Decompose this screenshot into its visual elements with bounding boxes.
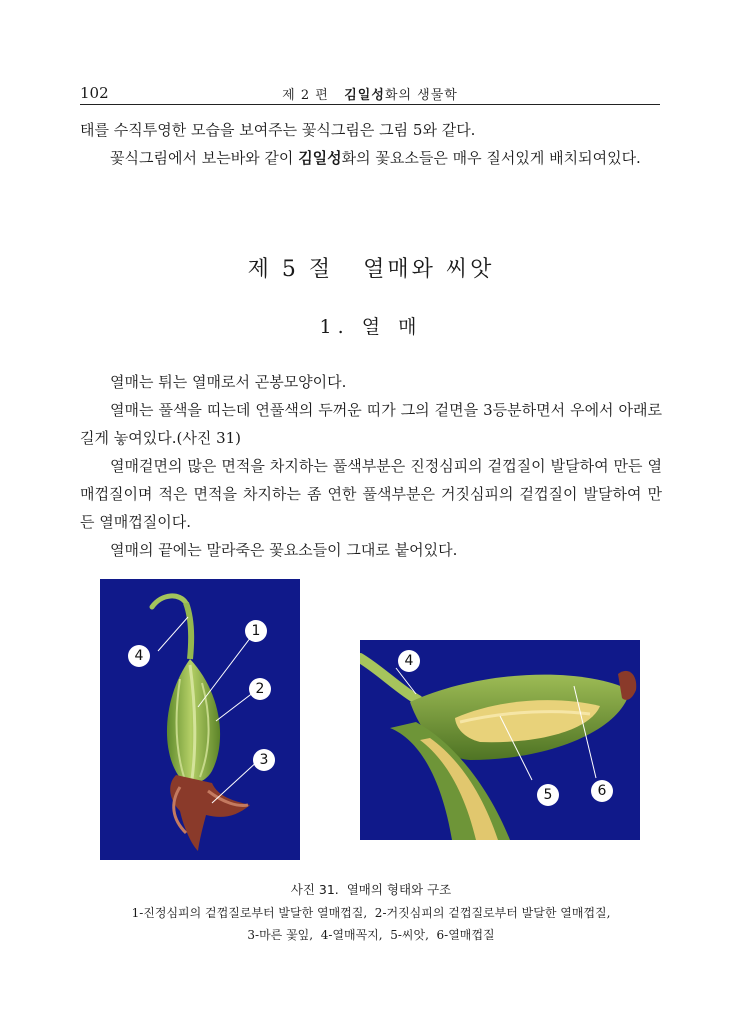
running-head-name: 김일성: [344, 88, 385, 103]
subsection-title: 1. 열 매: [319, 316, 423, 338]
paragraph-2: 열매는 풀색을 띠는데 연풀색의 두꺼운 띠가 그의 겉면을 3등분하면서 우에서 아래로 길게 놓여있다.(사진 31): [80, 401, 662, 447]
callout-6: 6: [591, 780, 613, 802]
intro-line-1: 태를 수직투영한 모습을 보여주는 꽃식그림은 그림 5와 같다.: [80, 121, 476, 139]
figure-caption: 사진 31. 열매의 형태와 구조: [290, 882, 452, 897]
callout-5: 5: [537, 784, 559, 806]
intro-p2-after: 화의 꽃요소들은 매우 질서있게 배치되여있다.: [341, 149, 641, 167]
callout-3: 3: [253, 749, 275, 771]
running-head: [80, 84, 660, 103]
intro-paragraph-2: [80, 144, 662, 172]
callout-2: 2: [249, 678, 271, 700]
page-header: [80, 82, 660, 105]
intro-p2-before: 꽃식그림에서 보는바와 같이: [110, 149, 299, 167]
section-title: 제 5 절 열매와 씨앗: [247, 257, 495, 282]
callout-4-right: 4: [398, 650, 420, 672]
callout-4: 4: [128, 645, 150, 667]
fruit-section-photo: [360, 640, 640, 840]
legend-line-1: 1-진정심피의 겉껍질로부터 발달한 열매껍질, 2-거짓심피의 겉껍질로부터 발달한 열매껍질,: [131, 906, 611, 920]
figure-legend: [80, 902, 662, 946]
paragraph-4: 열매의 끝에는 말라죽은 꽃요소들이 그대로 붙어있다.: [110, 541, 458, 559]
intro-p2-name: 김일성: [298, 149, 342, 167]
page-number: 102: [80, 84, 109, 102]
part-label: 제 2 편: [282, 88, 329, 103]
callout-1: 1: [245, 620, 267, 642]
legend-line-2: 3-마른 꽃잎, 4-열매꼭지, 5-씨앗, 6-열매껍질: [247, 928, 495, 942]
intro-text: [80, 116, 662, 172]
fruit-whole-photo: [100, 579, 300, 860]
running-head-title: 화의 생물학: [384, 88, 458, 103]
fruit-description: [80, 368, 662, 564]
paragraph-1: 열매는 튀는 열매로서 곤봉모양이다.: [110, 373, 347, 391]
paragraph-3: 열매겉면의 많은 면적을 차지하는 풀색부분은 진정심피의 겉껍질이 발달하여 만든 열매껍질이며 적은 면적을 차지하는 좀 연한 풀색부분은 거짓심피의 겉껍질이 발달하여 만든 열매껍질이다.: [80, 457, 662, 531]
